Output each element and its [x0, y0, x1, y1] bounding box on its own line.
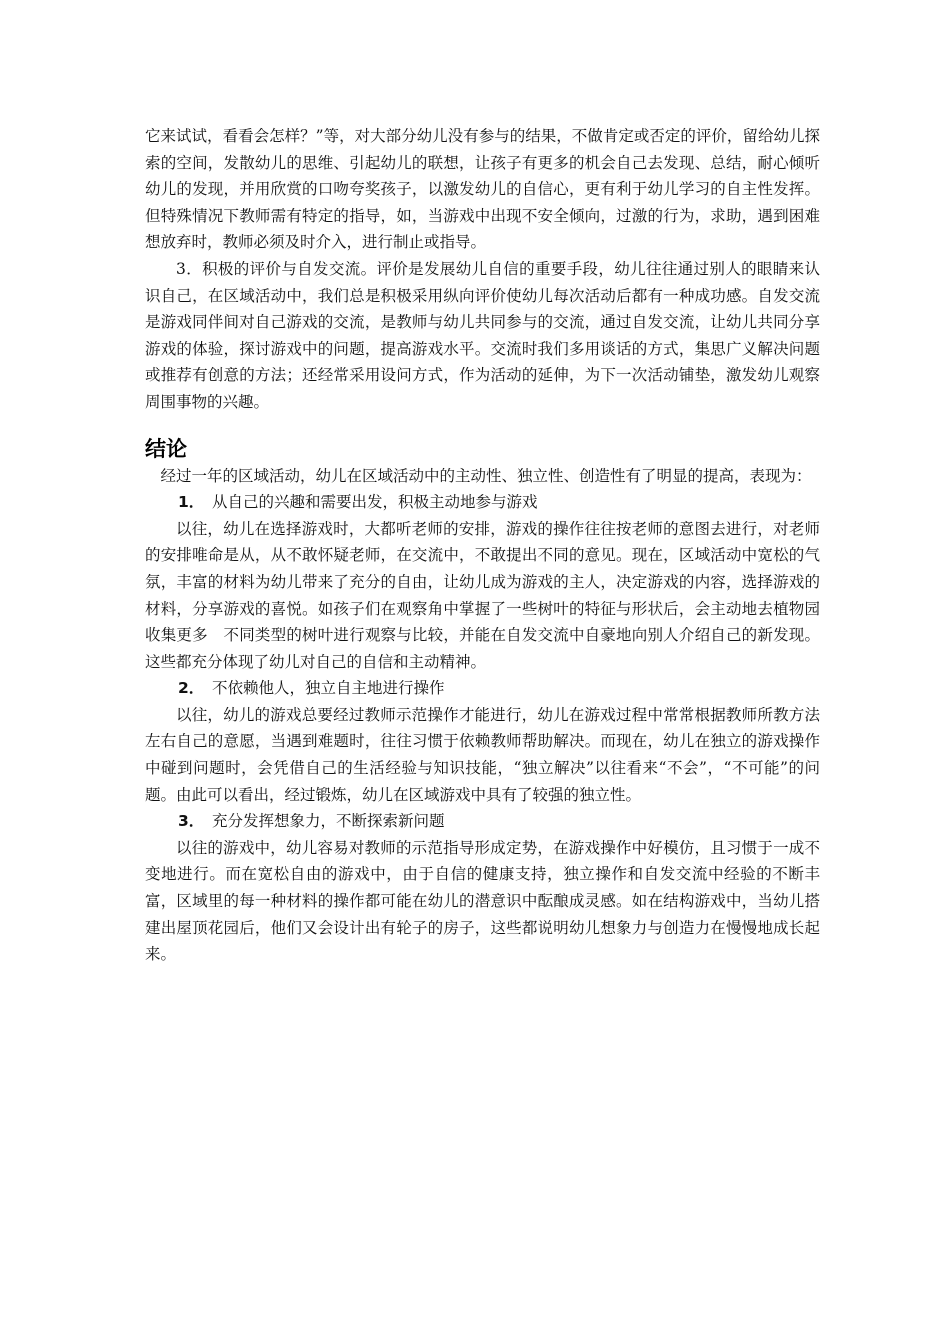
item-3-title: 充分发挥想象力，不断探索新问题 [212, 812, 445, 831]
item-2-heading [145, 675, 820, 702]
item-3-body: 以往的游戏中，幼儿容易对教师的示范指导形成定势，在游戏操作中好模仿，且习惯于一成不变地进行。而在宽松自由的游戏中，由于自信的健康支持，独立操作和自发交流中经验的不断丰富，区域里的每一种材料的操作都可能在幼儿的潜意识中酝酿成灵感。如在结构游戏中，当幼儿搭建出屋顶花园后，他们又会设计出有轮子的房子，这些都说明幼儿想象力与创造力在慢慢地成长起来。 [145, 838, 820, 964]
conclusion-heading: 结论 [145, 436, 187, 461]
item-3-number: 3． [178, 812, 205, 831]
item-1-title: 从自己的兴趣和需要出发，积极主动地参与游戏 [212, 493, 538, 512]
paragraph-positive-evaluation: 3．积极的评价与自发交流。评价是发展幼儿自信的重要手段，幼儿往往通过别人的眼睛来认识自己，在区域活动中，我们总是积极采用纵向评价使幼儿每次活动后都有一种成功感。自发交流是游戏同伴间对自己游戏的交流，是教师与幼儿共同参与的交流，通过自发交流，让幼儿共同分享游戏的体验，探讨游戏中的问题，提高游戏水平。交流时我们多用谈话的方式，集思广义解决问题或推荐有创意的方法；还经常采用设问方式，作为活动的延伸，为下一次活动铺垫，激发幼儿观察周围事物的兴趣。 [145, 259, 820, 411]
conclusion-intro: 经过一年的区域活动，幼儿在区域活动中的主动性、独立性、创造性有了明显的提高，表现为： [160, 466, 812, 485]
item-2-title: 不依赖他人，独立自主地进行操作 [212, 679, 445, 698]
item-1-heading [145, 489, 820, 516]
paragraph-evaluation-guidance: 它来试试，看看会怎样？”等，对大部分幼儿没有参与的结果，不做肯定或否定的评价，留给幼儿探索的空间，发散幼儿的思维、引起幼儿的联想，让孩子有更多的机会自己去发现、总结，耐心倾听幼儿的发现，并用欣赏的口吻夸奖孩子，以激发幼儿的自信心，更有利于幼儿学习的自主性发挥。但特殊情况下教师需有特定的指导，如，当游戏中出现不安全倾向，过激的行为，求助，遇到困难想放弃时，教师必须及时介入，进行制止或指导。 [145, 127, 820, 252]
item-1-number: 1． [178, 493, 205, 512]
document-body [145, 123, 820, 968]
item-1-body: 以往，幼儿在选择游戏时，大都听老师的安排，游戏的操作往往按老师的意图去进行，对老师的安排唯命是从，从不敢怀疑老师，在交流中，不敢提出不同的意见。现在，区域活动中宽松的气氛，丰富的材料为幼儿带来了充分的自由，让幼儿成为游戏的主人，决定游戏的内容，选择游戏的材料，分享游戏的喜悦。如孩子们在观察角中掌握了一些树叶的特征与形状后，会主动地去植物园收集更多 不同类型的树叶进行观察与比较，并能在自发交流中自豪地向别人介绍自己的新发现。这些都充分体现了幼儿对自己的自信和主动精神。 [145, 519, 820, 671]
item-3-heading [145, 808, 820, 835]
item-2-body: 以往，幼儿的游戏总要经过教师示范操作才能进行，幼儿在游戏过程中常常根据教师所教方法左右自己的意愿，当遇到难题时，往往习惯于依赖教师帮助解决。而现在，幼儿在独立的游戏操作中碰到问题时，会凭借自己的生活经验与知识技能，“独立解决”以往看来“不会”，“不可能”的问题。由此可以看出，经过锻炼，幼儿在区域游戏中具有了较强的独立性。 [145, 705, 820, 804]
item-2-number: 2． [178, 679, 205, 698]
